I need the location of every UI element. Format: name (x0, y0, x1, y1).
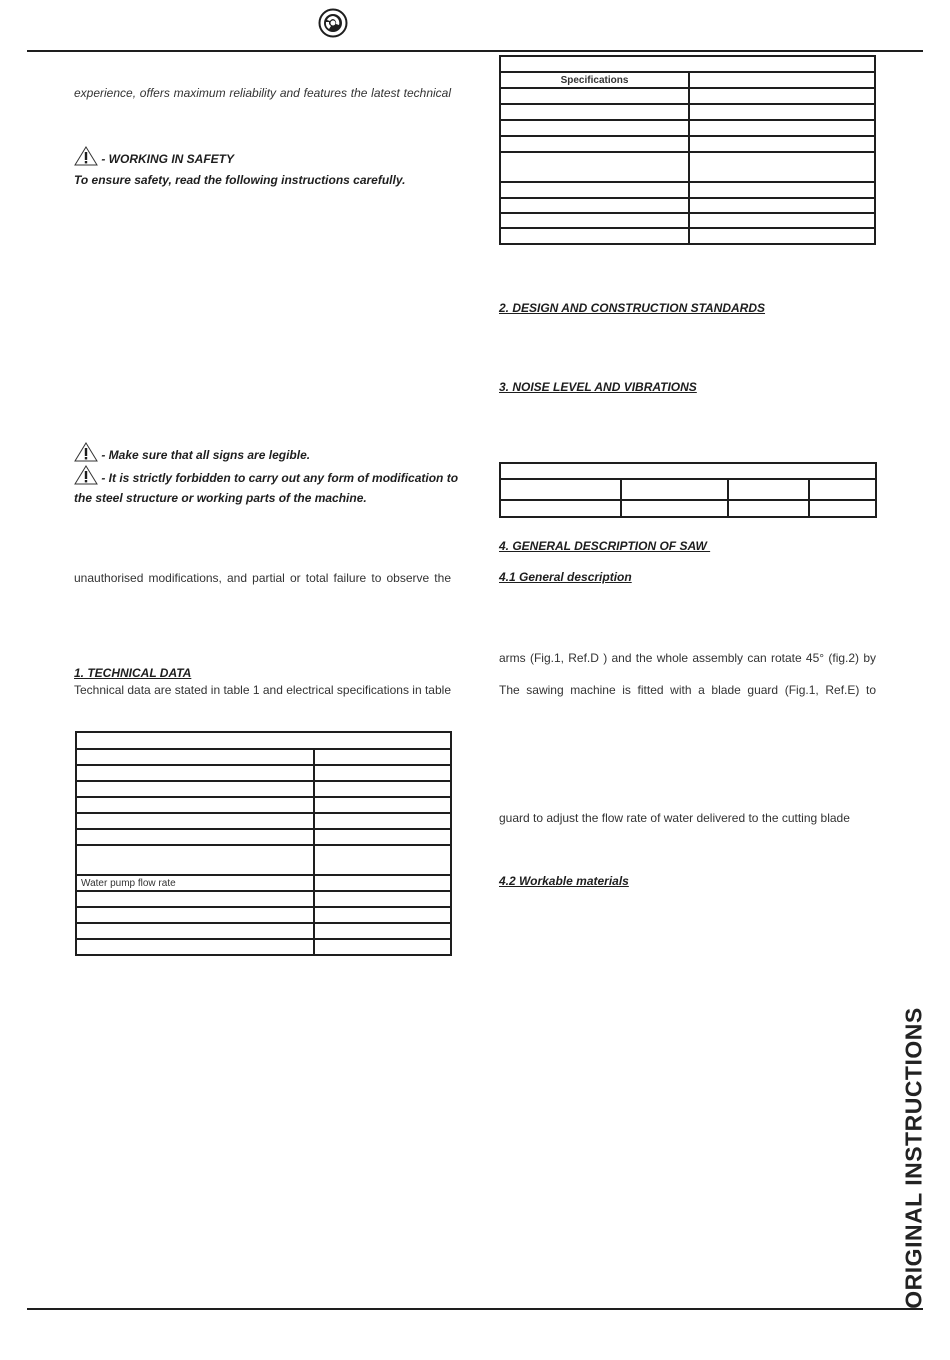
modifications-text: unauthorised modifications, and partial or total failure to observe the (74, 571, 451, 585)
technical-data-heading: 1. TECHNICAL DATA (74, 666, 192, 680)
table-cell (500, 136, 689, 152)
table-cell (500, 213, 689, 228)
table-cell (689, 136, 875, 152)
table-cell (500, 228, 689, 244)
table-row (500, 136, 875, 152)
table-cell (728, 500, 809, 517)
table-cell (76, 907, 314, 923)
table-row (500, 213, 875, 228)
table-row (500, 479, 876, 500)
header-rule (27, 50, 923, 52)
table-cell (314, 845, 451, 875)
table-cell (314, 891, 451, 907)
warning-triangle-icon (74, 146, 98, 166)
table-cell (500, 198, 689, 213)
table-row (500, 228, 875, 244)
table-row (76, 845, 451, 875)
table-cell (314, 829, 451, 845)
table-cell (689, 228, 875, 244)
table-cell (314, 797, 451, 813)
side-label (900, 1006, 928, 1309)
intro-text: experience, offers maximum reliability and features the latest technical (74, 86, 451, 100)
table-cell (76, 891, 314, 907)
table-row (76, 923, 451, 939)
table-header-cell (689, 72, 875, 88)
table-cell (621, 500, 728, 517)
warning-text: - Make sure that all signs are legible. (98, 448, 311, 462)
safety-subtitle: To ensure safety, read the following instructions carefully. (74, 173, 406, 187)
table-cell (314, 813, 451, 829)
workable-materials-heading: 4.2 Workable materials (499, 874, 629, 888)
design-standards-heading: 2. DESIGN AND CONSTRUCTION STANDARDS (499, 301, 766, 315)
table-title-cell (500, 463, 876, 479)
footer-rule (27, 1308, 923, 1310)
table-cell (689, 198, 875, 213)
table-row (500, 500, 876, 517)
brand-logo-icon (318, 8, 348, 38)
safety-title (74, 146, 234, 167)
warning-no-modification (74, 465, 458, 486)
table-row (76, 813, 451, 829)
description-line-3: guard to adjust the flow rate of water delivered to the cutting blade (499, 811, 850, 825)
general-description-heading: 4. GENERAL DESCRIPTION OF SAW (499, 539, 711, 553)
table-title-row (500, 463, 876, 479)
noise-level-table (499, 462, 877, 518)
table-row (500, 104, 875, 120)
table-row (76, 781, 451, 797)
technical-data-text: Technical data are stated in table 1 and electrical specifications in table (74, 683, 451, 697)
warning-signs-legible (74, 442, 310, 463)
table-cell (76, 845, 314, 875)
table-row (76, 875, 451, 891)
table-cell (500, 120, 689, 136)
table-title-row (76, 732, 451, 749)
table-cell (689, 182, 875, 198)
table-cell (314, 939, 451, 955)
table-cell (621, 479, 728, 500)
table-cell (689, 213, 875, 228)
table-cell (314, 923, 451, 939)
table-row (76, 765, 451, 781)
table-cell (689, 104, 875, 120)
table-cell (76, 923, 314, 939)
general-description-subheading: 4.1 General description (499, 570, 632, 584)
table-title-cell (500, 56, 875, 72)
table-cell (314, 907, 451, 923)
table-header-row (500, 72, 875, 88)
noise-level-heading: 3. NOISE LEVEL AND VIBRATIONS (499, 380, 697, 394)
table-cell (689, 88, 875, 104)
table-title-row (500, 56, 875, 72)
table-cell (689, 120, 875, 136)
table-cell (314, 749, 451, 765)
table-row (500, 152, 875, 182)
table-cell (76, 781, 314, 797)
safety-title-text: - WORKING IN SAFETY (98, 152, 234, 166)
table-cell (76, 939, 314, 955)
original-instructions-label: ORIGINAL INSTRUCTIONS (900, 1006, 927, 1309)
table-cell (76, 765, 314, 781)
table-row (500, 198, 875, 213)
table-row (76, 829, 451, 845)
warning-text: - It is strictly forbidden to carry out any form of modification to (98, 471, 459, 485)
table-cell (500, 88, 689, 104)
table-cell (76, 749, 314, 765)
table-row (500, 182, 875, 198)
table-cell (500, 479, 621, 500)
table-cell (500, 182, 689, 198)
table-row (76, 797, 451, 813)
table-cell: Water pump flow rate (76, 875, 314, 891)
table-cell (809, 479, 876, 500)
table-cell (689, 152, 875, 182)
description-line-1: arms (Fig.1, Ref.D ) and the whole assembly can rotate 45° (fig.2) by (499, 651, 876, 665)
table-cell (500, 152, 689, 182)
warning-triangle-icon (74, 442, 98, 462)
warning-no-modification-line2: the steel structure or working parts of the machine. (74, 491, 367, 505)
table-cell (314, 875, 451, 891)
table-cell (314, 781, 451, 797)
table-row (76, 939, 451, 955)
table-cell (314, 765, 451, 781)
table-row (500, 120, 875, 136)
table-title-cell (76, 732, 451, 749)
table-row (76, 907, 451, 923)
table-cell (500, 104, 689, 120)
technical-data-table (75, 731, 452, 956)
specifications-header: Specifications (500, 72, 689, 88)
table-cell (809, 500, 876, 517)
table-row (500, 88, 875, 104)
table-cell (76, 797, 314, 813)
table-cell (500, 500, 621, 517)
description-line-2: The sawing machine is fitted with a blade guard (Fig.1, Ref.E) to (499, 683, 876, 697)
warning-triangle-icon (74, 465, 98, 485)
table-cell (728, 479, 809, 500)
table-cell (76, 829, 314, 845)
specifications-table (499, 55, 876, 245)
table-row (76, 749, 451, 765)
table-cell (76, 813, 314, 829)
table-row (76, 891, 451, 907)
